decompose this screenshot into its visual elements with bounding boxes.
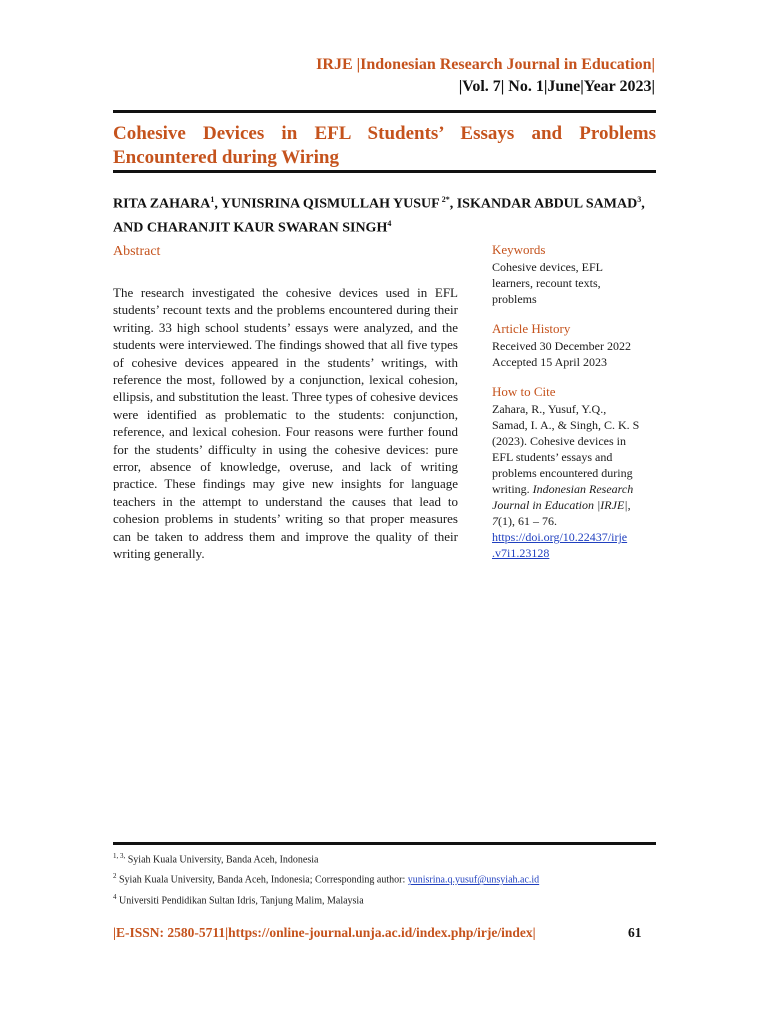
keywords-heading: Keywords (492, 242, 546, 257)
article-history-heading: Article History (492, 321, 571, 336)
keywords-line: Cohesive devices, EFL (492, 260, 603, 274)
issue-info: |Vol. 7| No. 1|June|Year 2023| (458, 78, 655, 95)
doi-link[interactable] (492, 529, 658, 561)
how-to-cite-heading: How to Cite (492, 384, 556, 399)
abstract-text: The research investigated the cohesive devices used in EFL students’ recount texts and the problems encountered during their writing. 33 high school students’ essays were analyzed, and the students were interviewed. The findings showed that all five types of cohesive devices appeared in the students’ writings, with reference the most, followed by a conjunction, lexical cohesion, ellipsis, and substitution the least. Three types of cohesive devices were identified as problematic to the students: conjunction, reference, and lexical cohesion. Four reasons were further found for the students’ difficulty in using the cohesive devices: pure error, absence of knowledge, overuse, and lack of writing practice. These findings may give new insights for language teachers in the attempt to understand the causes that lead to cohesion problems in students’ writing so that proper measures can be taken to address them and improve the quality of their writing generally. (113, 285, 458, 562)
citation-line (492, 481, 658, 497)
author-affiliation-mark: 4 (387, 218, 392, 228)
citation-volume: 7 (492, 514, 498, 528)
citation-journal: Indonesian Research (532, 482, 634, 496)
footnote-mark: 2 (113, 872, 117, 881)
keywords-line: learners, recount texts, (492, 276, 601, 290)
header-rule (113, 110, 656, 113)
accepted-date: Accepted 15 April 2023 (492, 355, 607, 369)
citation-issue-pages: (1), 61 – 76. (498, 514, 557, 528)
citation-line (492, 513, 658, 529)
abstract-heading: Abstract (113, 244, 161, 259)
citation-line: EFL students’ essays and (492, 450, 613, 464)
footnote-mark: 1, 3, (113, 852, 126, 860)
author-name: ISKANDAR ABDUL SAMAD (456, 196, 638, 212)
author-list (113, 190, 656, 237)
footnote (113, 868, 658, 888)
author-affiliation-mark: 2* (439, 195, 450, 204)
affiliation-footnotes (113, 848, 658, 909)
author-name: RITA ZAHARA (113, 196, 211, 212)
citation-text (492, 401, 658, 561)
citation-line: Samad, I. A., & Singh, C. K. S (492, 418, 640, 432)
citation-line: (2023). Cohesive devices in (492, 434, 626, 448)
citation-journal: Journal in Education |IRJE| (492, 498, 628, 512)
article-history-text (492, 338, 658, 370)
title-rule (113, 170, 656, 173)
article-title: Cohesive Devices in EFL Students’ Essays and Problems Encountered during Wiring (113, 123, 656, 168)
corresponding-email-link[interactable]: yunisrina.q.yusuf@unsyiah.ac.id (407, 874, 540, 886)
citation-line: problems encountered during (492, 466, 633, 480)
author-affiliation-mark: 1 (210, 195, 215, 204)
citation-plain: writing. (492, 482, 533, 496)
article-info-sidebar (492, 242, 658, 575)
citation-line: Zahara, R., Yusuf, Y.Q., (492, 402, 607, 416)
keywords-text (492, 259, 658, 307)
author-separator: , AND (113, 196, 645, 236)
author-separator: , (214, 196, 221, 212)
doi-link-text[interactable]: .v7i1.23128 (492, 546, 550, 560)
footnote-text: Syiah Kuala University, Banda Aceh, Indonesia (125, 854, 319, 866)
author-separator: , (449, 196, 457, 212)
journal-name: IRJE |Indonesian Research Journal in Education| (316, 56, 655, 73)
author-name: CHARANJIT KAUR SWARAN SINGH (146, 220, 388, 236)
received-date: Received 30 December 2022 (492, 339, 631, 353)
footnote (113, 848, 658, 868)
citation-plain: , (627, 498, 631, 512)
footnote (113, 889, 658, 909)
author-affiliation-mark: 3 (637, 195, 642, 204)
keywords-line: problems (492, 292, 537, 306)
doi-link-text[interactable]: https://doi.org/10.22437/irje (492, 530, 628, 544)
footer-issn-url[interactable]: |E-ISSN: 2580-5711|https://online-journal.unja.ac.id/index.php/irje/index| (113, 925, 536, 940)
page-number: 61 (628, 925, 642, 940)
footnote-text: Universiti Pendidikan Sultan Idris, Tanjung Malim, Malaysia (116, 894, 364, 906)
footnote-rule (113, 842, 656, 845)
footnote-text: Syiah Kuala University, Banda Aceh, Indonesia; Corresponding author: (116, 874, 408, 886)
citation-line (492, 497, 658, 513)
footnote-mark: 4 (113, 892, 117, 901)
author-name: YUNISRINA QISMULLAH YUSUF (220, 196, 440, 212)
